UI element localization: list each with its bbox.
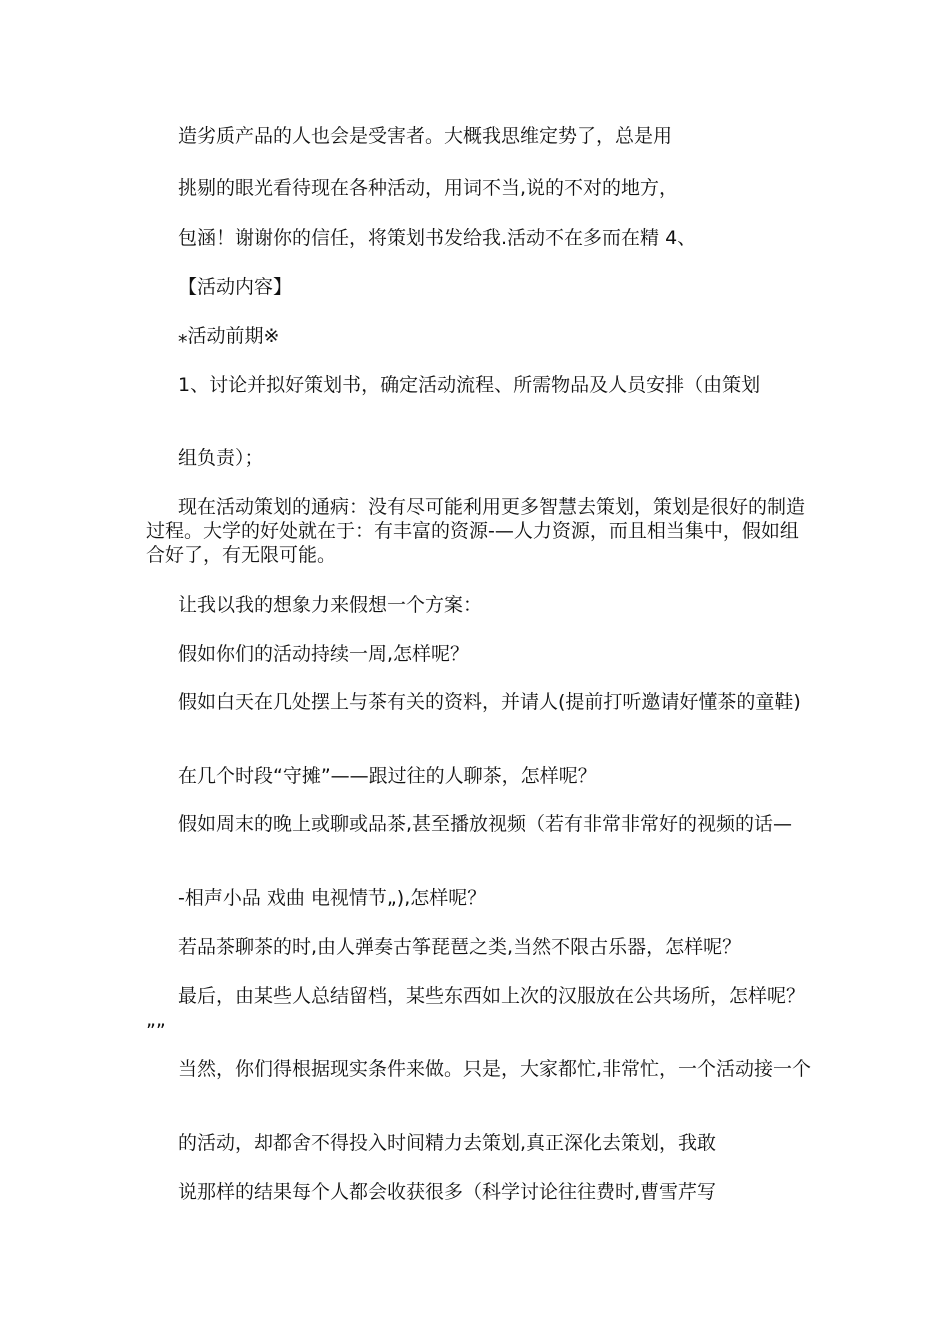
paragraph-1: 造劣质产品的人也会是受害者。大概我思维定势了，总是用 xyxy=(178,125,673,147)
paragraph-step-1: 1、讨论并拟好策划书，确定活动流程、所需物品及人员安排（由策划 xyxy=(178,374,761,396)
paragraph-booth-chat: 在几个时段“守摊”——跟过往的人聊茶，怎样呢？ xyxy=(178,765,597,787)
paragraph-3: 包涵！谢谢你的信任，将策划书发给我.活动不在多而在精 4、 xyxy=(178,227,697,249)
paragraph-crosstalk: -相声小品 戏曲 电视情节„),怎样呢？ xyxy=(178,887,487,909)
section-heading-pre-activity: ⁎活动前期※ xyxy=(178,325,280,347)
paragraph-result: 说那样的结果每个人都会收获很多（科学讨论往往费时,曹雪芹写 xyxy=(178,1181,717,1203)
paragraph-investment: 的活动，却都舍不得投入时间精力去策划,真正深化去策划，我敢 xyxy=(178,1132,717,1154)
paragraph-imagine-plan: 让我以我的想象力来假想一个方案： xyxy=(178,594,483,616)
paragraph-reality: 当然，你们得根据现实条件来做。只是，大家都忙,非常忙，一个活动接一个 xyxy=(178,1058,812,1080)
paragraph-weekend-evening: 假如周末的晚上或聊或品茶,甚至播放视频（若有非常非常好的视频的话— xyxy=(178,813,793,835)
paragraph-daytime-materials: 假如白天在几处摆上与茶有关的资料，并请人(提前打听邀请好懂茶的童鞋) xyxy=(178,691,801,713)
section-heading-activity-content: 【活动内容】 xyxy=(178,276,293,298)
paragraph-week-long: 假如你们的活动持续一周,怎样呢？ xyxy=(178,643,470,665)
paragraph-summary-archive: 最后，由某些人总结留档，某些东西如上次的汉服放在公共场所，怎样呢？ „„ xyxy=(146,985,806,1031)
paragraph-step-1-cont: 组负责）； xyxy=(178,447,264,469)
paragraph-common-problem: 现在活动策划的通病：没有尽可能利用更多智慧去策划，策划是很好的制造过程。大学的好处就在于：有丰富的资源-—人力资源，而且相当集中，假如组合好了，有无限可能。 xyxy=(146,496,806,566)
paragraph-2: 挑剔的眼光看待现在各种活动，用词不当,说的不对的地方， xyxy=(178,177,679,199)
paragraph-guzheng: 若品茶聊茶的时,由人弹奏古筝琵琶之类,当然不限古乐器，怎样呢？ xyxy=(178,936,742,958)
